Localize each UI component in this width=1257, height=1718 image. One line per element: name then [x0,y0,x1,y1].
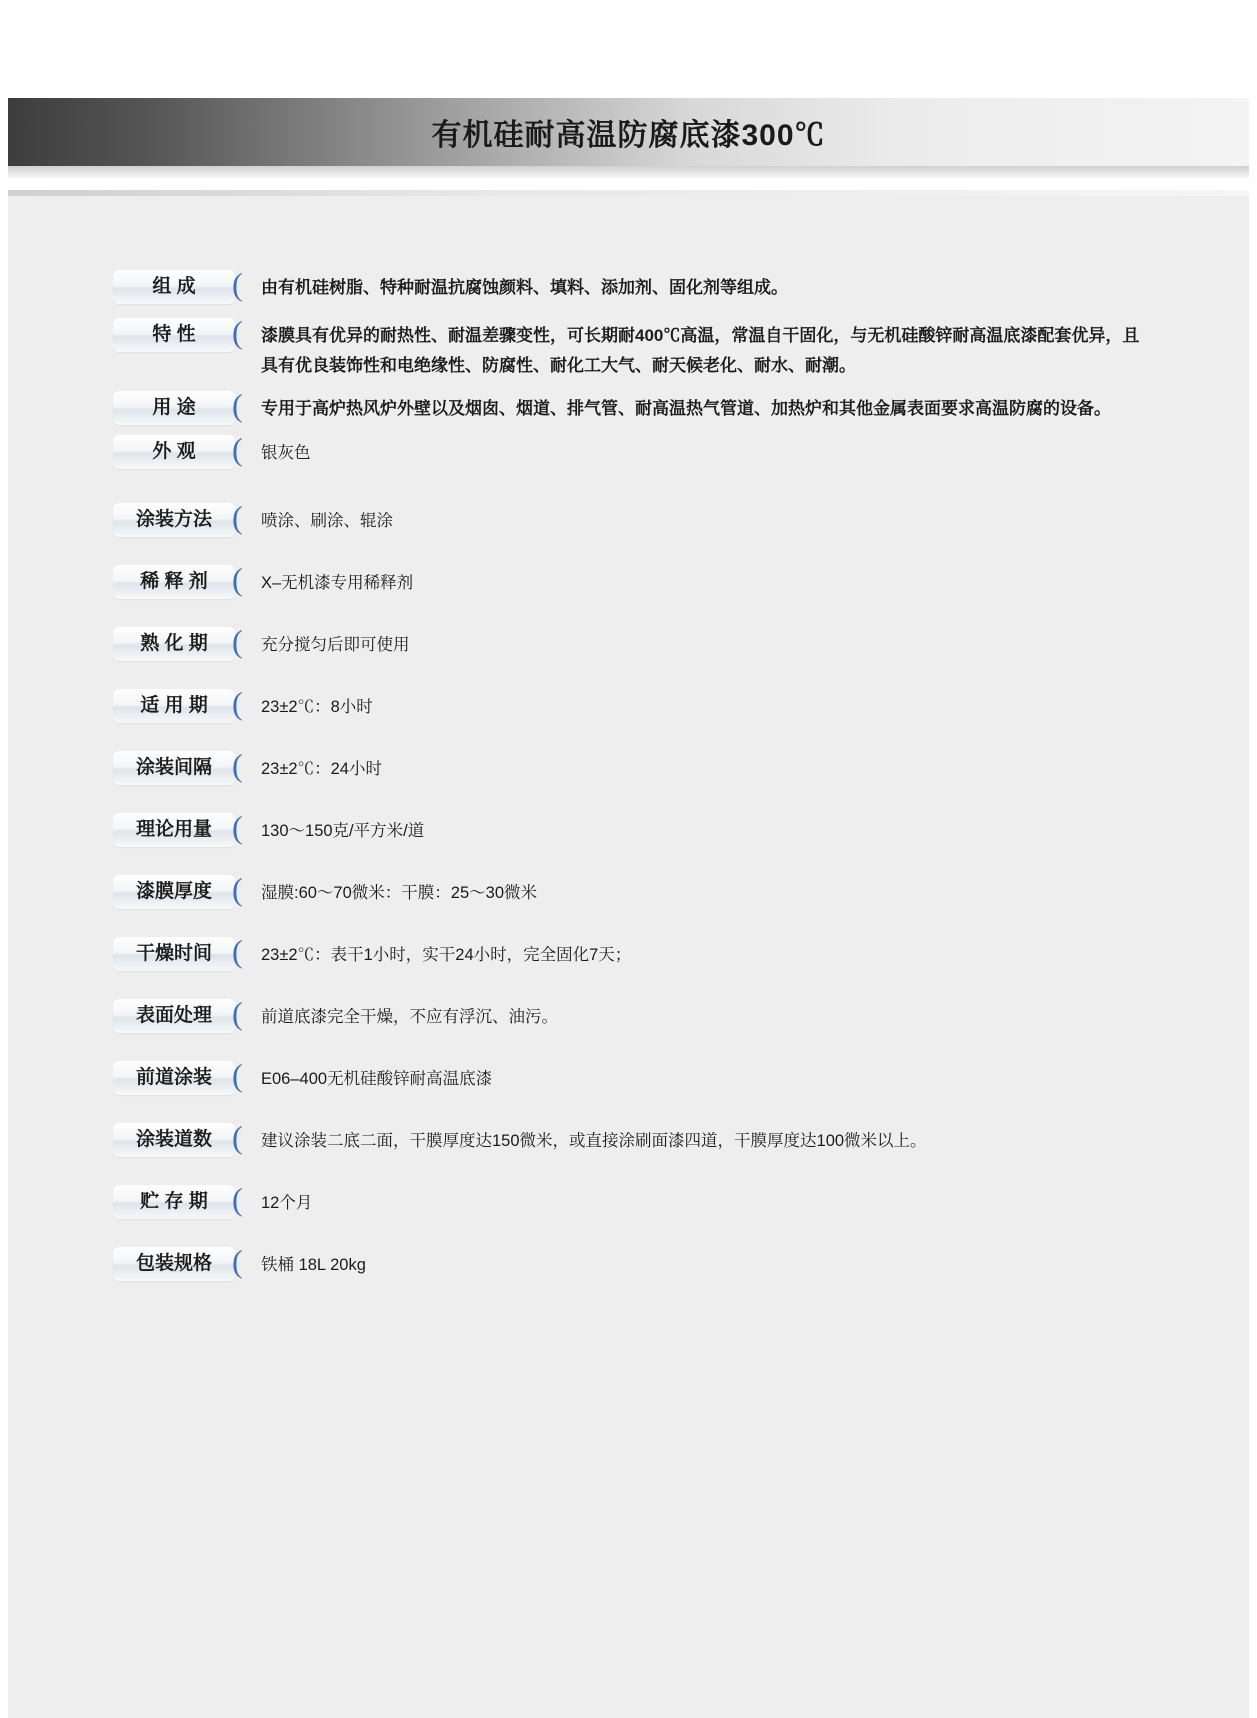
paren-icon: ( [232,747,243,783]
spec-label-wrap [113,747,243,785]
spec-label-wrap [113,995,243,1033]
paren-icon: ( [232,499,243,535]
top-white-margin [0,0,1257,98]
spec-label-wrap [113,499,243,537]
spec-value: 前道底漆完全干燥，不应有浮沉、油污。 [261,1008,558,1026]
paren-icon: ( [232,933,243,969]
spec-label-wrap [113,809,243,847]
spec-label: 贮 存 期 [140,1191,208,1212]
spec-label: 前道涂装 [135,1067,212,1088]
spec-value: 漆膜具有优异的耐热性、耐温差骤变性，可长期耐400℃高温，常温自干固化，与无机硅酸锌耐高温底漆配套优异，且具有优良装饰性和电绝缘性、防腐性、耐化工大气、耐天候老化、耐水、耐潮。 [261,326,1140,375]
spec-label-wrap [113,1057,243,1095]
spec-value: 铁桶 18L 20kg [261,1256,366,1274]
spec-row [0,561,1257,599]
paren-icon: ( [232,685,243,721]
spec-value: 23±2℃：8小时 [261,698,373,716]
spec-value: 湿膜:60～70微米：干膜：25～30微米 [261,884,537,902]
spec-label-wrap [113,1119,243,1157]
spec-label: 涂装方法 [135,509,212,530]
spec-value: 专用于高炉热风炉外壁以及烟囱、烟道、排气管、耐高温热气管道、加热炉和其他金属表面要求高温防腐的设备。 [261,399,1111,418]
paren-icon: ( [232,431,243,467]
paren-icon: ( [232,387,243,423]
spec-value: X–无机漆专用稀释剂 [261,574,414,592]
spec-label-wrap [113,1181,243,1219]
spec-label-wrap [113,561,243,599]
spec-row [0,871,1257,909]
paren-icon: ( [232,809,243,845]
spec-value: 23±2℃：表干1小时，实干24小时，完全固化7天； [261,946,632,964]
spec-label-wrap [113,623,243,661]
spec-row [0,933,1257,971]
spec-rows [0,266,1257,1291]
spec-row [0,314,1257,381]
spec-label-wrap [113,685,243,723]
spec-value: 银灰色 [261,444,311,462]
spec-value: 130～150克/平方米/道 [261,822,425,840]
spec-value: 建议涂装二底二面，干膜厚度达150微米，或直接涂刷面漆四道，干膜厚度达100微米以上。 [261,1132,927,1150]
spec-row [0,623,1257,661]
spec-label-wrap [113,387,243,425]
paren-icon: ( [232,995,243,1031]
spec-label: 外 观 [152,441,196,462]
spec-label: 干燥时间 [135,943,212,964]
spec-label-wrap [113,1243,243,1281]
spec-label: 理论用量 [135,819,212,840]
spec-label: 涂装间隔 [135,757,212,778]
spec-row [0,499,1257,537]
spec-value: 由有机硅树脂、特种耐温抗腐蚀颜料、填料、添加剂、固化剂等组成。 [261,278,788,297]
spec-row [0,1243,1257,1281]
spec-row [0,995,1257,1033]
spec-row [0,809,1257,847]
spec-row [0,1057,1257,1095]
paren-icon: ( [232,1243,243,1279]
spec-value: 喷涂、刷涂、辊涂 [261,512,393,530]
spec-row [0,747,1257,785]
paren-icon: ( [232,1181,243,1217]
spec-value: 充分搅匀后即可使用 [261,636,410,654]
spec-label: 组 成 [152,276,196,297]
spec-label: 漆膜厚度 [135,881,212,902]
paren-icon: ( [232,871,243,907]
spec-row [0,431,1257,469]
paren-icon: ( [232,623,243,659]
spec-label-wrap [113,314,243,352]
paren-icon: ( [232,266,243,302]
spec-row [0,266,1257,304]
paren-icon: ( [232,561,243,597]
spec-value: E06–400无机硅酸锌耐高温底漆 [261,1070,493,1088]
spec-label: 用 途 [152,397,196,418]
spec-label-wrap [113,431,243,469]
spec-row [0,1181,1257,1219]
paren-icon: ( [232,1057,243,1093]
spec-label: 熟 化 期 [140,633,208,654]
spec-label: 特 性 [152,324,196,345]
paren-icon: ( [232,314,243,350]
spec-label-wrap [113,266,243,304]
spec-label-wrap [113,933,243,971]
spec-row [0,685,1257,723]
spec-label: 包装规格 [135,1253,212,1274]
spec-label-wrap [113,871,243,909]
spec-label: 涂装道数 [135,1129,212,1150]
spec-label: 稀 释 剂 [140,571,208,592]
spec-label: 适 用 期 [140,695,208,716]
spec-row [0,387,1257,425]
header-underline [0,190,1257,196]
spec-value: 23±2℃：24小时 [261,760,382,778]
paren-icon: ( [232,1119,243,1155]
spec-label: 表面处理 [135,1005,212,1026]
spec-row [0,1119,1257,1157]
spec-value: 12个月 [261,1194,313,1212]
page-title: 有机硅耐高温防腐底漆300℃ [431,119,826,152]
page-header-band [0,98,1257,166]
header-shadow [0,166,1257,180]
